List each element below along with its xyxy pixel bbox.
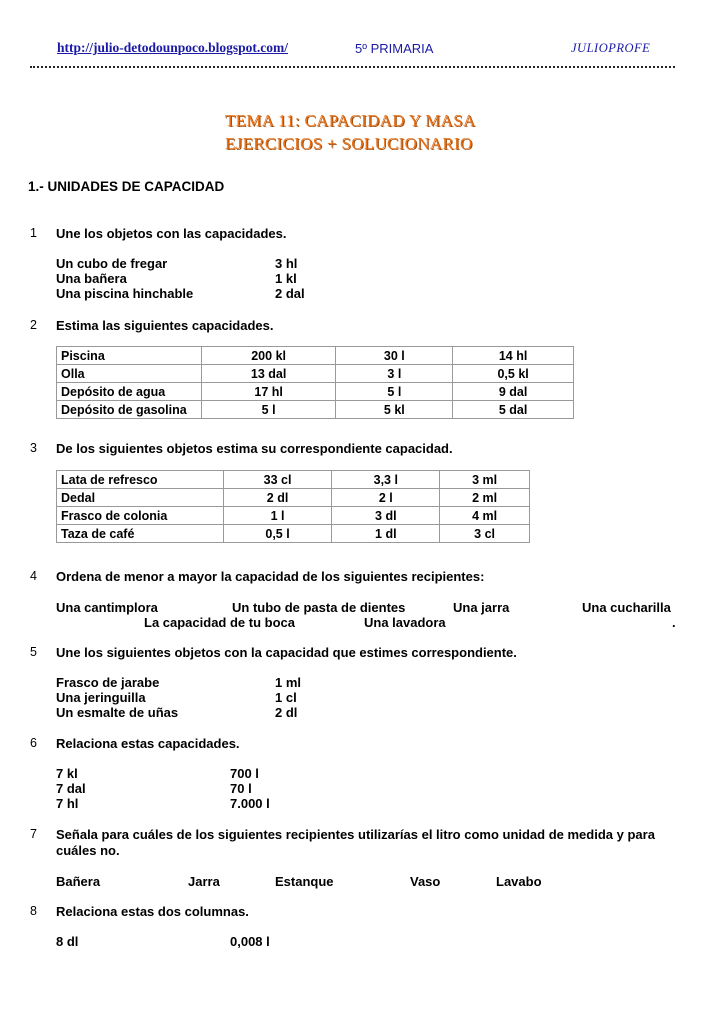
section-heading: 1.- UNIDADES DE CAPACIDAD — [28, 179, 225, 194]
exercise-number: 3 — [30, 441, 37, 455]
table-cell: Olla — [57, 365, 202, 383]
table-cell: 1 dl — [332, 525, 440, 543]
exercise-number: 8 — [30, 904, 37, 918]
exercise-2-table — [56, 346, 574, 419]
table-cell: 0,5 l — [223, 525, 332, 543]
blog-url-link[interactable]: http://julio-detodounpoco.blogspot.com/ — [57, 40, 289, 55]
exercise-3-prompt: De los siguientes objetos estima su correspondiente capacidad. — [56, 441, 453, 456]
exercise-7-item: Lavabo — [496, 874, 542, 889]
table-cell: 0,5 kl — [453, 365, 574, 383]
table-cell: 4 ml — [440, 507, 530, 525]
exercise-6-left: 7 dal — [56, 781, 86, 796]
header-divider — [30, 66, 675, 68]
exercise-6-right: 700 l — [230, 766, 259, 781]
end-period: . — [672, 615, 676, 630]
exercise-4-item: Una jarra — [453, 600, 510, 615]
exercise-5-value: 1 cl — [275, 690, 297, 705]
exercise-6-right: 7.000 l — [230, 796, 270, 811]
exercise-number: 4 — [30, 569, 37, 583]
exercise-1-item: Una bañera — [56, 271, 127, 286]
exercise-5-item: Un esmalte de uñas — [56, 705, 179, 720]
exercise-5-item: Una jeringuilla — [56, 690, 146, 705]
table-row — [57, 347, 574, 365]
exercise-8-prompt: Relaciona estas dos columnas. — [56, 904, 249, 919]
table-cell: Lata de refresco — [57, 471, 224, 489]
exercise-7-prompt: Señala para cuáles de los siguientes recipientes utilizarías el litro como unidad de medida y para — [56, 827, 655, 842]
exercise-1-prompt: Une los objetos con las capacidades. — [56, 226, 287, 241]
table-cell: 33 cl — [223, 471, 332, 489]
table-cell: Depósito de agua — [57, 383, 202, 401]
table-cell: 17 hl — [201, 383, 336, 401]
table-row — [57, 383, 574, 401]
exercise-7-prompt-cont: cuáles no. — [56, 843, 120, 858]
exercise-6-right: 70 l — [230, 781, 252, 796]
table-cell: 1 l — [223, 507, 332, 525]
table-cell: 3,3 l — [332, 471, 440, 489]
exercise-6-prompt: Relaciona estas capacidades. — [56, 736, 240, 751]
exercise-5-value: 1 ml — [275, 675, 302, 690]
table-cell: Piscina — [57, 347, 202, 365]
exercise-8-left: 8 dl — [56, 934, 79, 949]
table-row — [57, 401, 574, 419]
exercise-number: 2 — [30, 318, 37, 332]
exercise-7-item: Bañera — [56, 874, 101, 889]
table-cell: Frasco de colonia — [57, 507, 224, 525]
table-cell: 30 l — [336, 347, 453, 365]
exercise-4-item: Un tubo de pasta de dientes — [232, 600, 406, 615]
table-row — [57, 525, 530, 543]
exercise-1-value: 2 dal — [275, 286, 305, 301]
exercise-3-table — [56, 470, 530, 543]
exercise-4-item: Una lavadora — [364, 615, 446, 630]
table-row — [57, 471, 530, 489]
table-cell: 3 ml — [440, 471, 530, 489]
table-cell: 2 ml — [440, 489, 530, 507]
table-cell: Taza de café — [57, 525, 224, 543]
exercise-number: 5 — [30, 645, 37, 659]
table-cell: 14 hl — [453, 347, 574, 365]
exercise-4-item: Una cantimplora — [56, 600, 158, 615]
table-cell: 5 l — [336, 383, 453, 401]
exercise-4-item: La capacidad de tu boca — [144, 615, 295, 630]
table-cell: 5 kl — [336, 401, 453, 419]
exercise-7-item: Vaso — [410, 874, 441, 889]
table-cell: 3 cl — [440, 525, 530, 543]
exercise-number: 1 — [30, 226, 37, 240]
exercise-2-prompt: Estima las siguientes capacidades. — [56, 318, 274, 333]
table-cell: 200 kl — [201, 347, 336, 365]
table-cell: 13 dal — [201, 365, 336, 383]
exercise-4-item: Una cucharilla — [582, 600, 671, 615]
table-cell: 2 l — [332, 489, 440, 507]
exercise-number: 7 — [30, 827, 37, 841]
table-cell: Depósito de gasolina — [57, 401, 202, 419]
exercise-number: 6 — [30, 736, 37, 750]
grade-label: 5º PRIMARIA — [355, 41, 434, 56]
exercise-5-item: Frasco de jarabe — [56, 675, 160, 690]
page-title: TEMA 11: CAPACIDAD Y MASA — [225, 111, 476, 130]
exercise-5-prompt: Une los siguientes objetos con la capacidad que estimes correspondiente. — [56, 645, 517, 660]
table-cell: 5 l — [201, 401, 336, 419]
page-subtitle: EJERCICIOS + SOLUCIONARIO — [225, 134, 473, 153]
table-row — [57, 507, 530, 525]
table-cell: 3 l — [336, 365, 453, 383]
table-cell: 2 dl — [223, 489, 332, 507]
exercise-6-left: 7 hl — [56, 796, 79, 811]
exercise-5-value: 2 dl — [275, 705, 298, 720]
table-cell: Dedal — [57, 489, 224, 507]
exercise-8-right: 0,008 l — [230, 934, 270, 949]
author-label: JULIOPROFE — [571, 41, 651, 55]
table-cell: 9 dal — [453, 383, 574, 401]
table-row — [57, 489, 530, 507]
table-cell: 3 dl — [332, 507, 440, 525]
exercise-7-item: Estanque — [275, 874, 334, 889]
exercise-7-item: Jarra — [188, 874, 220, 889]
exercise-1-value: 3 hl — [275, 256, 298, 271]
exercise-1-value: 1 kl — [275, 271, 297, 286]
table-cell: 5 dal — [453, 401, 574, 419]
table-row — [57, 365, 574, 383]
exercise-1-item: Un cubo de fregar — [56, 256, 168, 271]
exercise-4-prompt: Ordena de menor a mayor la capacidad de los siguientes recipientes: — [56, 569, 485, 584]
exercise-6-left: 7 kl — [56, 766, 78, 781]
exercise-1-item: Una piscina hinchable — [56, 286, 194, 301]
